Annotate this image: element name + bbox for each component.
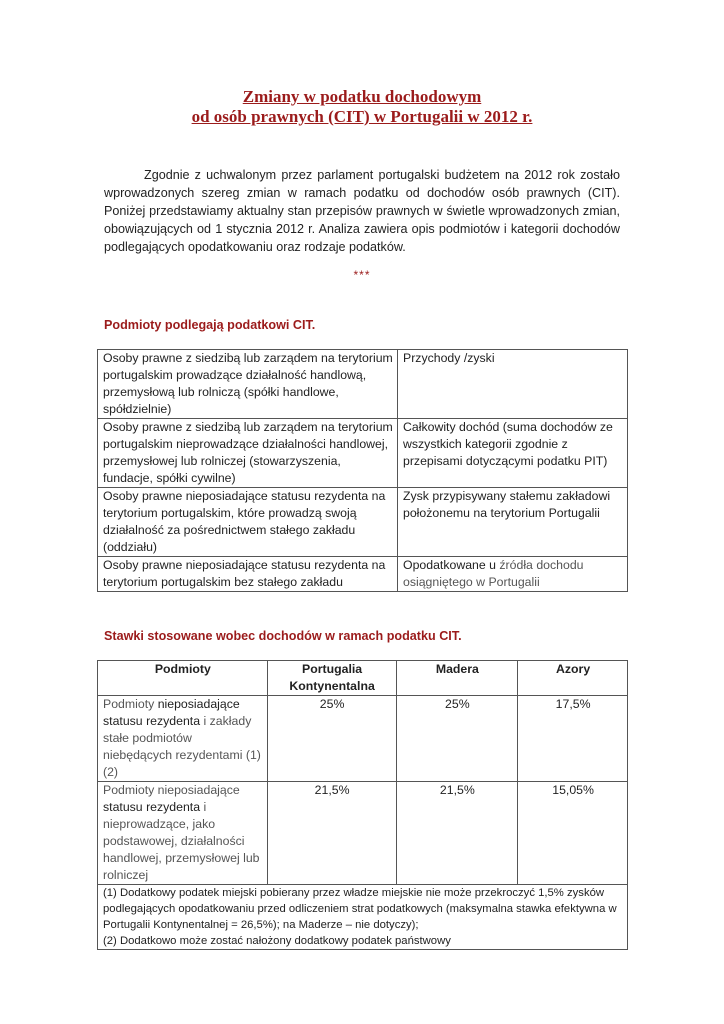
rate-madera: 21,5% (396, 782, 518, 885)
entity-cell: Osoby prawne nieposiadające statusu rezydenta na terytorium portugalskim bez stałego zakładu (98, 557, 398, 592)
separator: *** (353, 268, 371, 282)
entity-cell: Osoby prawne nieposiadające statusu rezydenta na terytorium portugalskim, które prowadzą swoją działalność za pośrednictwem stałego zakładu (oddziału) (98, 488, 398, 557)
entity-cell (98, 696, 268, 782)
rate-portugalia: 25% (267, 696, 396, 782)
title-line-2: od osób prawnych (CIT) w Portugalii w 2012 r. (191, 107, 533, 126)
entity-text-emph: nieposiadające statusu rezydenta (103, 697, 240, 728)
tax-base-cell: Przychody /zyski (398, 350, 628, 419)
entity-text: Podmioty nieposiadające (103, 783, 240, 797)
title-line-1: Zmiany w podatku dochodowym (242, 87, 482, 106)
entity-text: i nieprowadzące, jako podstawowej, działalności handlowej, przemysłowej lub rolniczej (103, 800, 260, 882)
notes-row (98, 885, 628, 950)
intro-text: Zgodnie z uchwalonym przez parlament portugalski budżetem na 2012 rok zostało wprowadzonych szereg zmian w ramach podatku od dochodów osób prawnych (CIT). Poniżej przedstawiamy aktualny stan przepisów prawnych w świetle wprowadzonych zmian, obowiązujących od 1 stycznia 2012 r. Analiza zawiera opis podmiotów i kategorii dochodów podlegających opodatkowaniu oraz rodzaje podatków. (104, 168, 620, 254)
rates-table (97, 660, 628, 950)
footnotes-cell (98, 885, 628, 950)
entity-text: Podmioty (103, 697, 158, 711)
table-header-row (98, 661, 628, 696)
footnote-2: (2) Dodatkowo może zostać nałożony dodatkowy podatek państwowy (103, 935, 451, 947)
header-azory: Azory (518, 661, 628, 696)
table-row (98, 419, 628, 488)
rate-azory: 15,05% (518, 782, 628, 885)
entity-cell (98, 782, 268, 885)
rate-portugalia: 21,5% (267, 782, 396, 885)
entity-cell: Osoby prawne z siedzibą lub zarządem na terytorium portugalskim prowadzące działalność handlową, przemysłową lub rolniczą (spółki handlowe, spółdzielnie) (98, 350, 398, 419)
section-heading-entities: Podmioty podlegają podatkowi CIT. (104, 318, 316, 332)
document-title (0, 87, 724, 127)
table-row (98, 696, 628, 782)
entity-text-emph: statusu rezydenta (103, 800, 201, 814)
table-row (98, 782, 628, 885)
footnote-1: (1) Dodatkowy podatek miejski pobierany przez władze miejskie nie może przekroczyć 1,5% zysków podlegających opodatkowaniu przed odliczeniem strat podatkowych (maksymalna stawka efektywna w Portugalii Kontynentalnej = 26,5%); na Maderze – nie dotyczy); (103, 887, 617, 931)
tax-base-cell: Całkowity dochód (suma dochodów ze wszystkich kategorii zgodnie z przepisami dotyczącymi podatku PIT) (398, 419, 628, 488)
tax-base-cell: Zysk przypisywany stałemu zakładowi położonemu na terytorium Portugalii (398, 488, 628, 557)
table-row (98, 557, 628, 592)
table-row (98, 488, 628, 557)
intro-paragraph (104, 166, 620, 256)
header-portugalia: Portugalia Kontynentalna (267, 661, 396, 696)
tax-base-text-grey: źródła dochodu osiągniętego w Portugalii (403, 558, 584, 589)
header-podmioty: Podmioty (98, 661, 268, 696)
rate-azory: 17,5% (518, 696, 628, 782)
entity-text: i zakłady stałe podmiotów niebędących rezydentami (1) (2) (103, 714, 261, 779)
entities-table (97, 349, 628, 592)
entity-cell: Osoby prawne z siedzibą lub zarządem na terytorium portugalskim nieprowadzące działalności handlowej, przemysłowej lub rolniczej (stowarzyszenia, fundacje, spółki cywilne) (98, 419, 398, 488)
rate-madera: 25% (396, 696, 518, 782)
section-heading-rates: Stawki stosowane wobec dochodów w ramach podatku CIT. (104, 629, 462, 643)
tax-base-text: Opodatkowane u (403, 558, 500, 572)
table-row (98, 350, 628, 419)
header-madera: Madera (396, 661, 518, 696)
tax-base-cell (398, 557, 628, 592)
